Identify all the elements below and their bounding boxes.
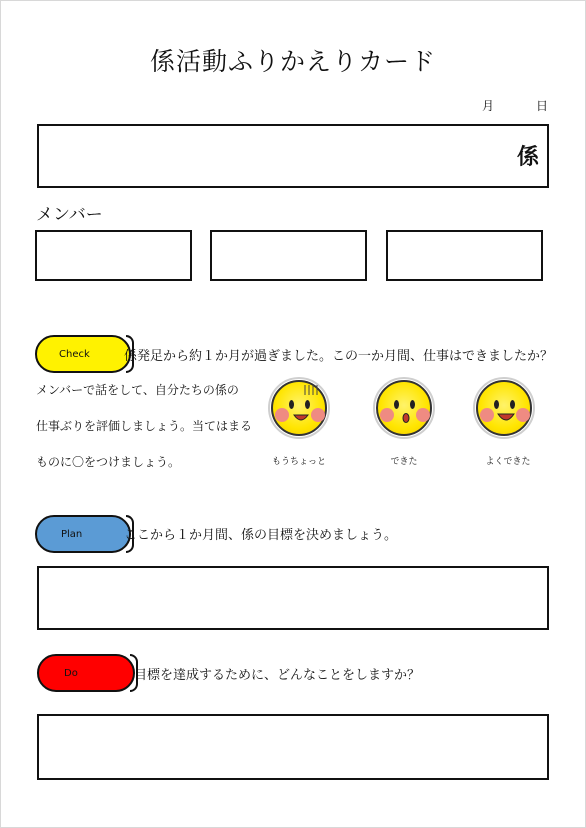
rating-label-1: もうちょっと [271, 457, 326, 467]
cheek-right [416, 408, 430, 422]
do-answer-field[interactable] [37, 714, 549, 780]
surprised-face-icon[interactable] [376, 380, 432, 436]
do-tab-label: Do [64, 667, 78, 679]
eye-right [410, 400, 415, 409]
member-field-2[interactable] [210, 230, 367, 281]
mouth [292, 413, 310, 425]
check-tab-label: Check [59, 348, 90, 360]
members-label: メンバー [36, 205, 103, 225]
worried-face-icon[interactable] [271, 380, 327, 436]
cheek-right [516, 408, 530, 422]
eye-left [494, 400, 499, 409]
mouth [496, 412, 516, 425]
role-suffix-label: 係 [516, 145, 539, 170]
member-field-1[interactable] [35, 230, 192, 281]
check-question: 係発足から約１か月が過ぎました。この一か月間、仕事はできましたか？ [124, 349, 554, 364]
date-month-label: 月 [482, 99, 495, 113]
eye-right [305, 400, 310, 409]
eye-left [394, 400, 399, 409]
check-instruction-line-3: ものに〇をつけましょう。 [36, 455, 181, 469]
eye-right [510, 400, 515, 409]
rating-label-2: できた [390, 457, 418, 467]
date-day-label: 日 [536, 99, 549, 113]
happy-face-icon[interactable] [476, 380, 532, 436]
rating-label-3: よくできた [485, 457, 531, 467]
plan-tab [35, 515, 131, 553]
eye-left [289, 400, 294, 409]
check-instruction-line-2: 仕事ぶりを評価しましょう。当てはまる [36, 419, 253, 433]
role-name-field[interactable] [37, 124, 549, 188]
mouth [401, 412, 411, 424]
plan-answer-field[interactable] [37, 566, 549, 630]
plan-tab-label: Plan [61, 528, 83, 540]
worry-lines [303, 384, 319, 398]
cheek-left [480, 408, 494, 422]
check-instruction-line-1: メンバーで話をして、自分たちの係の [36, 383, 239, 397]
check-tab [35, 335, 131, 373]
page-title: 係活動ふりかえりカード [149, 47, 436, 76]
cheek-left [380, 408, 394, 422]
member-field-3[interactable] [386, 230, 543, 281]
do-question: 目標を達成するために、どんなことをしますか？ [134, 668, 421, 683]
plan-question: ここから１か月間、係の目標を決めましょう。 [124, 528, 398, 543]
cheek-left [275, 408, 289, 422]
do-tab [37, 654, 135, 692]
cheek-right [311, 408, 325, 422]
